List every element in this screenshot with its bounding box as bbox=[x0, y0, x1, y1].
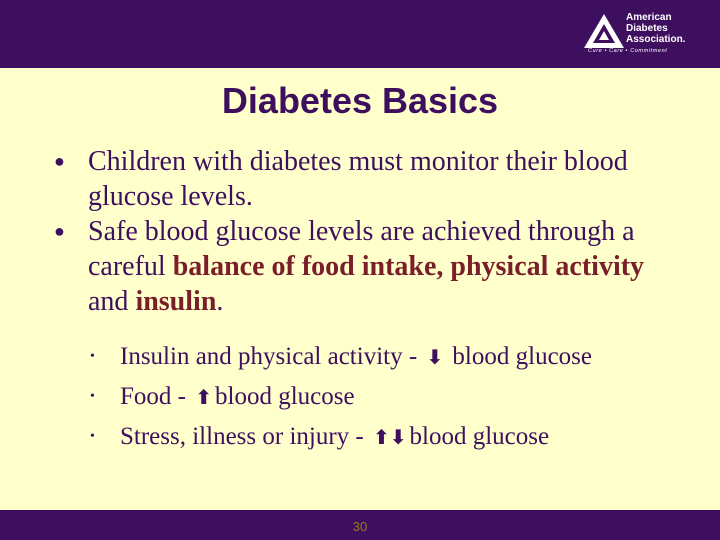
sub-bullet-prefix: Insulin and physical activity - bbox=[120, 343, 424, 370]
ada-triangle-logo-icon bbox=[584, 14, 624, 48]
sub-bullet-prefix: Stress, illness or injury - bbox=[120, 423, 370, 450]
logo-tagline: Cure • Care • Commitment bbox=[588, 48, 668, 54]
bullet-text: and bbox=[88, 286, 136, 317]
logo-line-1: American bbox=[626, 12, 672, 23]
logo-line-3: Association. bbox=[626, 34, 686, 45]
bullet-dot-icon: ● bbox=[54, 151, 65, 171]
logo-line-2: Diabetes bbox=[626, 23, 668, 34]
sub-bullet-item bbox=[90, 337, 700, 377]
sub-bullet-list bbox=[90, 337, 700, 457]
bullet-text: Children with diabetes must monitor their blood glucose levels. bbox=[88, 146, 628, 212]
sub-bullet-dot-icon: • bbox=[90, 429, 95, 444]
sub-bullet-prefix: Food - bbox=[120, 383, 193, 410]
highlight-text: insulin bbox=[135, 286, 217, 317]
header-bar bbox=[0, 0, 720, 68]
sub-bullet-item bbox=[90, 417, 700, 457]
highlight-text: balance of food intake, physical activity bbox=[172, 251, 645, 282]
slide-title: Diabetes Basics bbox=[221, 80, 499, 121]
sub-bullet-item bbox=[90, 377, 700, 417]
bullet-item bbox=[54, 214, 688, 319]
bullet-dot-icon: ● bbox=[54, 221, 65, 241]
down-arrow-icon: ⬇ bbox=[426, 345, 444, 369]
up-down-arrow-icon: ⬆⬇ bbox=[373, 425, 407, 449]
sub-bullet-dot-icon: • bbox=[90, 349, 95, 364]
logo-wordmark bbox=[626, 12, 685, 45]
sub-bullet-suffix: blood glucose bbox=[215, 383, 355, 410]
main-bullet-list bbox=[54, 144, 688, 319]
sub-bullet-suffix: blood glucose bbox=[446, 343, 592, 370]
bullet-text: . bbox=[216, 286, 224, 317]
sub-bullet-dot-icon: • bbox=[90, 389, 95, 404]
sub-bullet-suffix: blood glucose bbox=[409, 423, 550, 450]
bullet-text: Safe blood glucose levels are achieved through a careful bbox=[88, 216, 635, 282]
up-arrow-icon: ⬆ bbox=[195, 385, 212, 409]
page-number: 30 bbox=[352, 519, 368, 534]
bullet-item bbox=[54, 144, 688, 214]
ada-logo bbox=[584, 10, 704, 60]
